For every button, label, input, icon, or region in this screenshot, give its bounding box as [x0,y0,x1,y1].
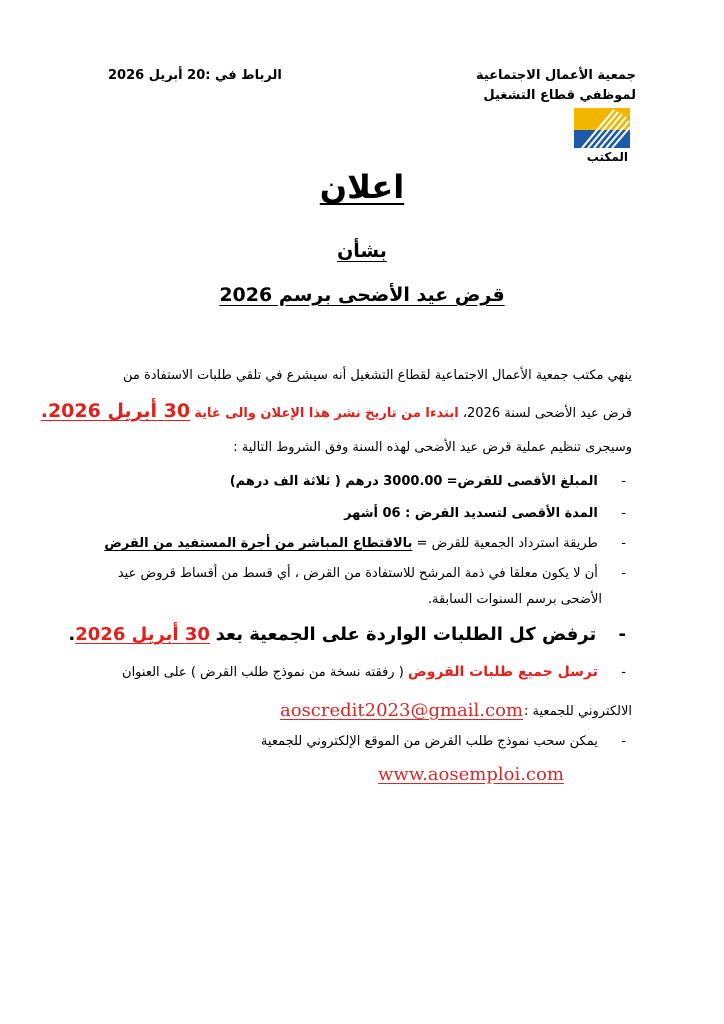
office-label: المكتب [586,150,628,164]
reject-date: 30 أبريل 2026 [75,624,210,645]
email-link[interactable]: aoscredit2023@gmail.com [280,700,524,721]
title-about: بشأن [337,240,387,262]
intro-line-3: وسيجرى تنظيم عملية قرض عيد الأضحى لهذه السنة وفق الشروط التالية : [233,440,632,455]
email-label: الالكتروني للجمعية : [524,704,632,719]
org-logo-icon [574,108,630,148]
condition-recovery: - طريقة استرداد الجمعية للقرض = بالاقتطاع المباشر من أجرة المستفيد من القرض [104,536,626,551]
org-name: جمعية الأعمال الاجتماعية [475,68,636,83]
condition-send: - ترسل جميع طلبات القروض ( رفقته نسخة من نموذج طلب القرض ) على العنوان [122,664,626,680]
date-line: الرباط في :20 أبريل 2026 [108,68,282,83]
condition-max-amount: - المبلغ الأقصى للقرض= 3000.00 درهم ( ثلاثة الف درهم) [229,474,626,489]
org-subtitle: لموظفي قطاع التشغيل [483,88,636,103]
condition-no-debt-cont: الأضحى برسم السنوات السابقة. [427,592,602,607]
condition-reject: - ترفض كل الطلبات الواردة على الجمعية بعد 30 أبريل 2026. [68,624,626,645]
condition-download: - يمكن سحب نموذج طلب القرض من الموقع الإلكتروني للجمعية [260,734,626,749]
website-link[interactable]: www.aosemploi.com [378,764,564,785]
condition-no-debt: - أن لا يكون معلقا في ذمة المرشح للاستفادة من القرض ، أي قسط من أقساط قروض عيد [117,566,626,581]
title-subject: قرض عيد الأضحى برسم 2026 [219,284,505,306]
intro-line-1: ينهي مكتب جمعية الأعمال الاجتماعية لقطاع التشغيل أنه سيشرع في تلقي طلبات الاستفادة من [122,368,632,383]
condition-max-duration: - المدة الأقصى لتسديد القرض : 06 أشهر [344,506,626,521]
intro-line-2: قرض عيد الأضحى لسنة 2026، ابتدءا من تاريخ نشر هذا الإعلان والى غاية 30 أبريل 2026. [40,400,632,422]
page-title: اعلان [319,168,405,206]
deadline-date: 30 أبريل 2026. [40,400,191,422]
